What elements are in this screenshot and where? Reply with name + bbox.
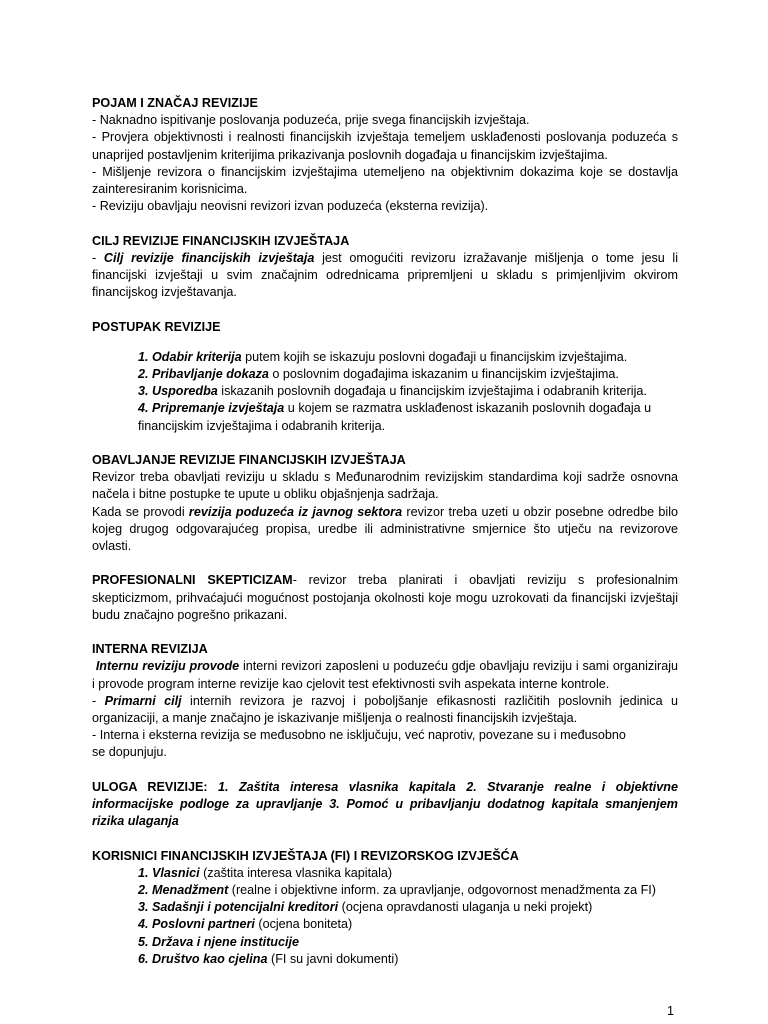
list-item [138,865,678,882]
s4-paragraph-2 [92,504,678,556]
item-text: iskazanih poslovnih događaja u financijskim izvještajima i odabranih kriterija. [217,384,647,399]
s6-paragraph-3a: - Interna i eksterna revizija se međusobno ne isključuju, već naprotiv, povezane su i međusobno [92,728,626,743]
list-item [138,400,678,434]
s2-paragraph [92,250,678,302]
item-emphasis: 5. Država i njene institucije [138,934,299,949]
item-text: (realne i objektivne inform. za upravljanje, odgovornost menadžmenta za FI) [228,883,656,898]
heading-obavljanje-revizije: OBAVLJANJE REVIZIJE FINANCIJSKIH IZVJEŠTAJA [92,453,406,468]
item-emphasis: 6. Društvo kao cjelina [138,951,268,966]
item-emphasis: 4. Pripremanje izvještaja [138,401,285,416]
list-item [138,934,678,951]
s5-text: - revizor treba planirati i obavljati reviziju s profesionalnim skepticizmom, prihvaćajući mogućnost postojanja okolnosti koje mogu uzrokovati da financijski izvještaji budu značajno pogrešno prikazani. [92,573,678,622]
item-text: (ocjena opravdanosti ulaganja u neki projekt) [338,900,593,915]
list-item [138,899,678,916]
s4-paragraph-1: Revizor treba obavljati reviziju u skladu s Međunarodnim revizijskim standardima koji sadrže osnovna načela i bitne postupke te upute u obliku objašnjenja sadržaja. [92,470,678,502]
item-text: u kojem se razmatra usklađenost iskazanih poslovnih događaja u financijskim izvještajima i odabranih kriterija. [138,401,652,433]
item-emphasis: 4. Poslovni partneri [138,917,255,932]
s6-p1-emphasis: Internu reviziju provode [95,659,240,674]
heading-uloga-revizije: ULOGA REVIZIJE: [92,779,208,794]
s1-line-3: - Mišljenje revizora o financijskim izvještajima utemeljeno na objektivnim dokazima koje se dostavlja zainteresiranim korisnicima. [92,164,678,197]
heading-cilj-revizije: CILJ REVIZIJE FINANCIJSKIH IZVJEŠTAJA [92,233,350,248]
s1-line-1: - Naknadno ispitivanje poslovanja poduzeća, prije svega financijskih izvještaja. [92,113,530,128]
s2-text: jest omogućiti revizoru izražavanje mišljenja o tome jesu li financijski izvještaji u svim značajnim odrednicama pripremljeni u skladu s primjenljivim okvirom financijskog izvještavanja. [92,250,678,300]
list-item [138,882,678,899]
list-item [138,951,678,968]
list-item [138,366,678,383]
heading-postupak-revizije: POSTUPAK REVIZIJE [92,319,221,334]
heading-profesionalni-skepticizam: PROFESIONALNI SKEPTICIZAM [92,573,293,588]
item-text: (FI su javni dokumenti) [267,951,399,966]
s4-p2-emphasis: revizija poduzeća iz javnog sektora [188,504,403,519]
item-emphasis: 1. Odabir kriterija [138,349,242,364]
item-text: (ocjena boniteta) [254,917,353,932]
s6-p2-lead: - [92,693,105,708]
list-item [138,349,678,366]
item-emphasis: 3. Usporedba [138,384,218,399]
s7-text: 1. Zaštita interesa vlasnika kapitala 2. Stvaranje realne i objektivne informacijske podloge za upravljanje 3. Pomoć u pribavljanju dodatnog kapitala smanjenjem rizika ulaganja [92,779,678,829]
list-item [138,916,678,933]
s1-line-4: - Reviziju obavljaju neovisni revizori izvan poduzeća (eksterna revizija). [92,199,489,214]
item-text: o poslovnim događajima iskazanim u financijskim izvještajima. [268,367,619,382]
s6-paragraph-1 [92,658,678,692]
s2-lead: - [92,250,104,265]
s4-p2-pre: Kada se provodi [92,504,189,519]
s1-line-2: - Provjera objektivnosti i realnosti financijskih izvještaja temeljem usklađenosti poslovanja poduzeća s unaprijed postavljenim kriterijima prikazivanja poslovnih događaja u financijskim izvještajima. [92,130,678,162]
item-emphasis: 1. Vlasnici [138,865,200,880]
item-text: putem kojih se iskazuju poslovni događaji u financijskim izvještajima. [241,349,628,364]
s7-paragraph [92,779,678,831]
s6-paragraph-3b: se dopunjuju. [92,745,167,760]
item-emphasis: 3. Sadašnji i potencijalni kreditori [138,900,339,915]
s6-p2-text: internih revizora je razvoj i poboljšanje efikasnosti različitih poslovnih jedinica u organizaciji, a manje značajno je iskazivanje mišljenja o realnosti financijskih izvještaja. [92,693,678,726]
korisnici-list [92,865,678,968]
postupak-list [92,349,678,435]
heading-interna-revizija: INTERNA REVIZIJA [92,642,208,657]
s2-emphasis: Cilj revizije financijskih izvještaja [103,250,315,265]
page-number: 1 [667,1004,675,1018]
s5-paragraph [92,572,678,624]
item-emphasis: 2. Menadžment [138,883,229,898]
heading-pojam-revizije: POJAM I ZNAČAJ REVIZIJE [92,96,258,110]
list-item [138,383,678,400]
s4-p2-post: revizor treba uzeti u obzir posebne odredbe bilo kojeg drugog odgovarajućeg propisa, uredbe ili administrativne smjernice što utječu na revizorove ovlasti. [92,504,679,554]
heading-korisnici-fi: KORISNICI FINANCIJSKIH IZVJEŠTAJA (FI) I REVIZORSKOG IZVJEŠĆA [92,848,519,863]
item-text: (zaštita interesa vlasnika kapitala) [199,865,393,880]
document-page [92,95,678,968]
s6-p1-text: interni revizori zaposleni u poduzeću gdje obavljaju reviziju i sami organiziraju i provode program interne revizije kao cjelovit test efektivnosti svih aspekata interne kontrole. [92,659,678,691]
item-emphasis: 2. Pribavljanje dokaza [138,367,269,382]
s6-paragraph-2 [92,693,678,727]
s6-p2-emphasis: Primarni cilj [104,693,182,708]
